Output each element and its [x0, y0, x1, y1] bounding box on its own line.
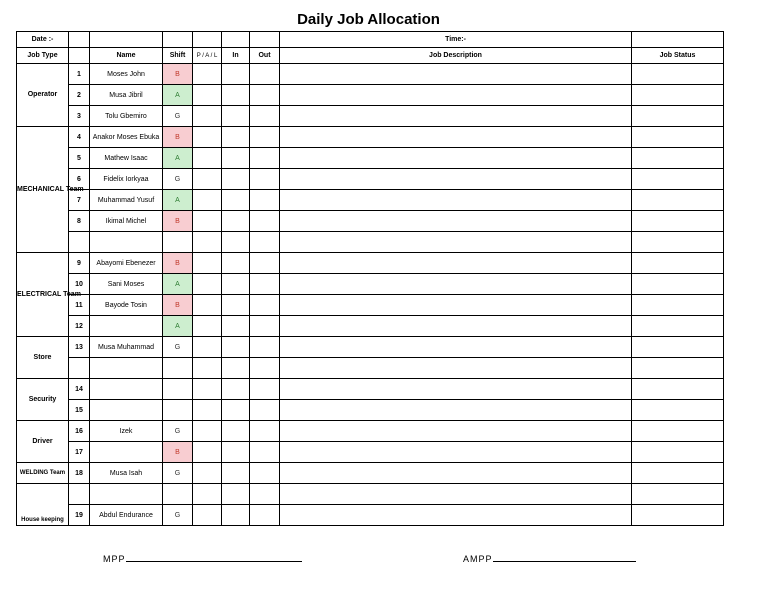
mpp-label: MPP: [103, 554, 126, 564]
job-type-mechanical: MECHANICAL Team: [17, 127, 69, 253]
job-description-cell[interactable]: [280, 148, 632, 169]
row-number: 11: [69, 295, 90, 316]
pal-cell[interactable]: [193, 106, 222, 127]
employee-name[interactable]: Sani Moses: [90, 274, 163, 295]
row-number: 12: [69, 316, 90, 337]
job-description-cell[interactable]: [280, 484, 632, 505]
row-number: 2: [69, 85, 90, 106]
job-status-cell[interactable]: [632, 316, 724, 337]
job-status-cell[interactable]: [632, 442, 724, 463]
employee-name[interactable]: [90, 442, 163, 463]
row-number: 10: [69, 274, 90, 295]
header-job-status: Job Status: [632, 48, 724, 64]
shift-cell[interactable]: [163, 358, 193, 379]
job-status-cell[interactable]: [632, 379, 724, 400]
shift-cell[interactable]: G: [163, 337, 193, 358]
out-cell[interactable]: [250, 64, 280, 85]
job-status-cell[interactable]: [632, 190, 724, 211]
shift-cell[interactable]: [163, 232, 193, 253]
job-status-cell[interactable]: [632, 274, 724, 295]
header-job-description: Job Description: [280, 48, 632, 64]
job-description-cell[interactable]: [280, 253, 632, 274]
job-status-cell[interactable]: [632, 295, 724, 316]
job-type-store: Store: [17, 337, 69, 379]
out-cell[interactable]: [250, 484, 280, 505]
job-status-cell[interactable]: [632, 400, 724, 421]
employee-name[interactable]: [90, 379, 163, 400]
employee-name[interactable]: Abayomi Ebenezer: [90, 253, 163, 274]
employee-name[interactable]: [90, 484, 163, 505]
job-type-electrical: ELECTRICAL Team: [17, 253, 69, 337]
out-cell[interactable]: [250, 169, 280, 190]
job-status-cell[interactable]: [632, 253, 724, 274]
page-title: Daily Job Allocation: [297, 11, 440, 28]
job-status-cell[interactable]: [632, 358, 724, 379]
header-name: Name: [90, 48, 163, 64]
job-description-cell[interactable]: [280, 337, 632, 358]
in-cell[interactable]: [222, 358, 250, 379]
header-job-type: Job Type: [17, 48, 69, 64]
job-status-cell[interactable]: [632, 337, 724, 358]
table-row: [17, 211, 724, 232]
job-type-operator: Operator: [17, 64, 69, 127]
ampp-signature-line[interactable]: [493, 553, 636, 562]
in-cell[interactable]: [222, 295, 250, 316]
out-cell[interactable]: [250, 421, 280, 442]
job-status-cell[interactable]: [632, 463, 724, 484]
mpp-signature-line[interactable]: [126, 553, 302, 562]
out-cell[interactable]: [250, 337, 280, 358]
row-number: 17: [69, 442, 90, 463]
job-description-cell[interactable]: [280, 400, 632, 421]
employee-name[interactable]: Musa Jibril: [90, 85, 163, 106]
row-number: 7: [69, 190, 90, 211]
in-cell[interactable]: [222, 232, 250, 253]
table-row: [17, 274, 724, 295]
shift-cell[interactable]: [163, 379, 193, 400]
job-status-cell[interactable]: [632, 169, 724, 190]
table-row: [17, 379, 724, 400]
pal-cell[interactable]: [193, 127, 222, 148]
row-number: 14: [69, 379, 90, 400]
pal-cell[interactable]: [193, 190, 222, 211]
out-cell[interactable]: [250, 463, 280, 484]
job-status-cell[interactable]: [632, 106, 724, 127]
in-cell[interactable]: [222, 64, 250, 85]
out-cell[interactable]: [250, 253, 280, 274]
table-row: [17, 505, 724, 526]
shift-cell[interactable]: A: [163, 85, 193, 106]
row-number: 18: [69, 463, 90, 484]
pal-cell[interactable]: [193, 64, 222, 85]
row-number: 16: [69, 421, 90, 442]
pal-cell[interactable]: [193, 85, 222, 106]
shift-cell[interactable]: A: [163, 274, 193, 295]
in-cell[interactable]: [222, 505, 250, 526]
shift-cell[interactable]: A: [163, 190, 193, 211]
job-status-cell[interactable]: [632, 421, 724, 442]
shift-cell[interactable]: [163, 484, 193, 505]
table-row: [17, 316, 724, 337]
job-description-cell[interactable]: [280, 106, 632, 127]
in-cell[interactable]: [222, 337, 250, 358]
ampp-signature: [463, 553, 636, 564]
job-description-cell[interactable]: [280, 232, 632, 253]
in-cell[interactable]: [222, 169, 250, 190]
table-row: [17, 358, 724, 379]
employee-name[interactable]: Bayode Tosin: [90, 295, 163, 316]
table-row: [17, 169, 724, 190]
row-number: 13: [69, 337, 90, 358]
pal-cell[interactable]: [193, 274, 222, 295]
job-description-cell[interactable]: [280, 442, 632, 463]
job-description-cell[interactable]: [280, 379, 632, 400]
employee-name[interactable]: Muhammad Yusuf: [90, 190, 163, 211]
in-cell[interactable]: [222, 253, 250, 274]
pal-cell[interactable]: [193, 505, 222, 526]
shift-cell[interactable]: G: [163, 421, 193, 442]
in-cell[interactable]: [222, 274, 250, 295]
in-cell[interactable]: [222, 316, 250, 337]
shift-cell[interactable]: A: [163, 148, 193, 169]
job-allocation-table: [16, 31, 724, 526]
job-description-cell[interactable]: [280, 505, 632, 526]
job-description-cell[interactable]: [280, 169, 632, 190]
employee-name[interactable]: [90, 400, 163, 421]
table-row: [17, 484, 724, 505]
job-description-cell[interactable]: [280, 127, 632, 148]
out-cell[interactable]: [250, 190, 280, 211]
header-shift: Shift: [163, 48, 193, 64]
in-cell[interactable]: [222, 148, 250, 169]
table-row: [17, 148, 724, 169]
table-row: [17, 127, 724, 148]
out-cell[interactable]: [250, 274, 280, 295]
table-row: [17, 295, 724, 316]
in-cell[interactable]: [222, 400, 250, 421]
in-cell[interactable]: [222, 463, 250, 484]
employee-name[interactable]: Anakor Moses Ebuka: [90, 127, 163, 148]
employee-name[interactable]: Musa Muhammad: [90, 337, 163, 358]
row-number: [69, 484, 90, 505]
employee-name[interactable]: [90, 358, 163, 379]
employee-name[interactable]: Abdul Endurance: [90, 505, 163, 526]
row-number: [69, 358, 90, 379]
table-row: [17, 232, 724, 253]
table-row: [17, 337, 724, 358]
shift-cell[interactable]: B: [163, 64, 193, 85]
date-label: Date :-: [17, 32, 69, 48]
employee-name[interactable]: Mathew Isaac: [90, 148, 163, 169]
pal-cell[interactable]: [193, 484, 222, 505]
table-row: [17, 253, 724, 274]
row-number: [69, 232, 90, 253]
employee-name[interactable]: Ikimal Michel: [90, 211, 163, 232]
pal-cell[interactable]: [193, 400, 222, 421]
out-cell[interactable]: [250, 316, 280, 337]
shift-cell[interactable]: [163, 400, 193, 421]
out-cell[interactable]: [250, 211, 280, 232]
out-cell[interactable]: [250, 85, 280, 106]
shift-cell[interactable]: B: [163, 127, 193, 148]
employee-name[interactable]: Moses John: [90, 64, 163, 85]
in-cell[interactable]: [222, 442, 250, 463]
in-cell[interactable]: [222, 211, 250, 232]
in-cell[interactable]: [222, 379, 250, 400]
row-number: 19: [69, 505, 90, 526]
shift-cell[interactable]: B: [163, 295, 193, 316]
in-cell[interactable]: [222, 190, 250, 211]
date-field[interactable]: [69, 32, 90, 48]
row-number: 15: [69, 400, 90, 421]
pal-cell[interactable]: [193, 358, 222, 379]
job-description-cell[interactable]: [280, 64, 632, 85]
pal-cell[interactable]: [193, 232, 222, 253]
shift-cell[interactable]: B: [163, 442, 193, 463]
job-status-cell[interactable]: [632, 85, 724, 106]
employee-name[interactable]: Tolu Gbemiro: [90, 106, 163, 127]
pal-cell[interactable]: [193, 316, 222, 337]
row-number: 6: [69, 169, 90, 190]
pal-cell[interactable]: [193, 421, 222, 442]
row-number: 5: [69, 148, 90, 169]
out-cell[interactable]: [250, 106, 280, 127]
table-row: [17, 463, 724, 484]
job-description-cell[interactable]: [280, 463, 632, 484]
pal-cell[interactable]: [193, 442, 222, 463]
table-row: [17, 400, 724, 421]
pal-cell[interactable]: [193, 169, 222, 190]
header-row: [17, 48, 724, 64]
out-cell[interactable]: [250, 232, 280, 253]
out-cell[interactable]: [250, 127, 280, 148]
row-number: 8: [69, 211, 90, 232]
out-cell[interactable]: [250, 400, 280, 421]
out-cell[interactable]: [250, 148, 280, 169]
in-cell[interactable]: [222, 421, 250, 442]
table-row: [17, 106, 724, 127]
row-number: 3: [69, 106, 90, 127]
job-type-driver: Driver: [17, 421, 69, 463]
employee-name[interactable]: Izek: [90, 421, 163, 442]
job-status-cell[interactable]: [632, 148, 724, 169]
header-pal: P / A / L: [193, 48, 222, 64]
job-description-cell[interactable]: [280, 316, 632, 337]
pal-cell[interactable]: [193, 379, 222, 400]
shift-cell[interactable]: G: [163, 505, 193, 526]
table-row: [17, 421, 724, 442]
shift-cell[interactable]: G: [163, 169, 193, 190]
header-in: In: [222, 48, 250, 64]
table-row: [17, 85, 724, 106]
out-cell[interactable]: [250, 442, 280, 463]
job-type-welding: WELDING Team: [17, 463, 69, 484]
job-description-cell[interactable]: [280, 190, 632, 211]
shift-cell[interactable]: G: [163, 106, 193, 127]
job-description-cell[interactable]: [280, 421, 632, 442]
shift-cell[interactable]: A: [163, 316, 193, 337]
shift-cell[interactable]: G: [163, 463, 193, 484]
table-row: [17, 190, 724, 211]
employee-name[interactable]: [90, 316, 163, 337]
shift-cell[interactable]: B: [163, 253, 193, 274]
job-description-cell[interactable]: [280, 295, 632, 316]
employee-name[interactable]: Fidelix Iorkyaa: [90, 169, 163, 190]
in-cell[interactable]: [222, 484, 250, 505]
table-row: [17, 442, 724, 463]
job-status-cell[interactable]: [632, 64, 724, 85]
employee-name[interactable]: [90, 232, 163, 253]
job-description-cell[interactable]: [280, 274, 632, 295]
mpp-signature: [103, 553, 302, 564]
job-description-cell[interactable]: [280, 85, 632, 106]
pal-cell[interactable]: [193, 148, 222, 169]
out-cell[interactable]: [250, 358, 280, 379]
job-type-security: Security: [17, 379, 69, 421]
pal-cell[interactable]: [193, 253, 222, 274]
job-status-cell[interactable]: [632, 127, 724, 148]
row-number: 1: [69, 64, 90, 85]
time-field[interactable]: [632, 32, 724, 48]
pal-cell[interactable]: [193, 463, 222, 484]
job-description-cell[interactable]: [280, 211, 632, 232]
row-number: 4: [69, 127, 90, 148]
out-cell[interactable]: [250, 505, 280, 526]
job-status-cell[interactable]: [632, 484, 724, 505]
pal-cell[interactable]: [193, 337, 222, 358]
job-type-housekeeping: House keeping: [17, 484, 69, 526]
job-status-cell[interactable]: [632, 505, 724, 526]
row-number: 9: [69, 253, 90, 274]
time-label: Time:-: [280, 32, 632, 48]
pal-cell[interactable]: [193, 211, 222, 232]
employee-name[interactable]: Musa Isah: [90, 463, 163, 484]
table-row: [17, 64, 724, 85]
date-field[interactable]: [90, 32, 163, 48]
shift-cell[interactable]: B: [163, 211, 193, 232]
job-description-cell[interactable]: [280, 358, 632, 379]
in-cell[interactable]: [222, 106, 250, 127]
header-out: Out: [250, 48, 280, 64]
out-cell[interactable]: [250, 295, 280, 316]
in-cell[interactable]: [222, 127, 250, 148]
job-status-cell[interactable]: [632, 211, 724, 232]
ampp-label: AMPP: [463, 554, 493, 564]
pal-cell[interactable]: [193, 295, 222, 316]
job-status-cell[interactable]: [632, 232, 724, 253]
out-cell[interactable]: [250, 379, 280, 400]
in-cell[interactable]: [222, 85, 250, 106]
